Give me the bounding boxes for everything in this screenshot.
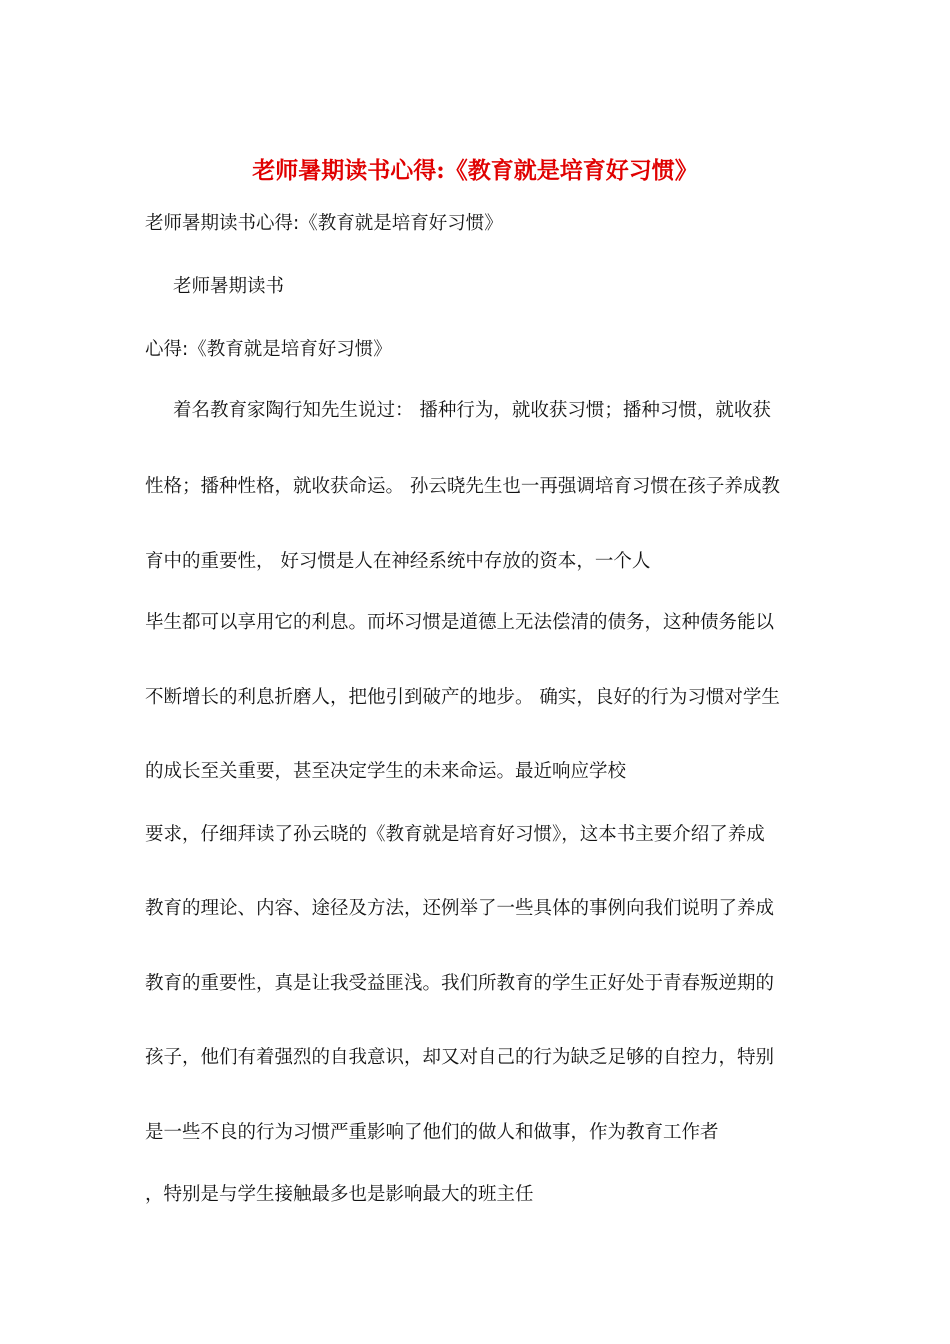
document-title: 老师暑期读书心得:《教育就是培育好习惯》 — [252, 157, 698, 184]
paragraph-line: 要求，仔细拜读了孙云晓的《教育就是培育好习惯》，这本书主要介绍了养成 — [145, 824, 765, 845]
paragraph-line: 老师暑期读书 — [173, 276, 285, 297]
paragraph-line: 不断增长的利息折磨人，把他引到破产的地步。 确实，良好的行为习惯对学生 — [145, 687, 780, 708]
paragraph-line: 性格；播种性格，就收获命运。 孙云晓先生也一再强调培育习惯在孩子养成教 — [145, 476, 780, 497]
paragraph-line: 着名教育家陶行知先生说过： 播种行为，就收获习惯；播种习惯，就收获 — [173, 400, 771, 421]
paragraph-line: 是一些不良的行为习惯严重影响了他们的做人和做事，作为教育工作者 — [145, 1122, 719, 1143]
paragraph-line: 老师暑期读书心得:《教育就是培育好习惯》 — [145, 213, 503, 234]
paragraph-line: 心得:《教育就是培育好习惯》 — [145, 339, 392, 360]
paragraph-line: 孩子，他们有着强烈的自我意识，却又对自己的行为缺乏足够的自控力，特别 — [145, 1047, 775, 1068]
paragraph-line: 教育的理论、内容、途径及方法，还例举了一些具体的事例向我们说明了养成 — [145, 898, 775, 919]
paragraph-line: 毕生都可以享用它的利息。而坏习惯是道德上无法偿清的债务，这种债务能以 — [145, 612, 775, 633]
paragraph-line: 教育的重要性，真是让我受益匪浅。我们所教育的学生正好处于青春叛逆期的 — [145, 973, 775, 994]
paragraph-line: 育中的重要性， 好习惯是人在神经系统中存放的资本，一个人 — [145, 551, 651, 572]
paragraph-line: ，特别是与学生接触最多也是影响最大的班主任 — [145, 1184, 534, 1205]
paragraph-line: 的成长至关重要，甚至决定学生的未来命运。最近响应学校 — [145, 761, 627, 782]
